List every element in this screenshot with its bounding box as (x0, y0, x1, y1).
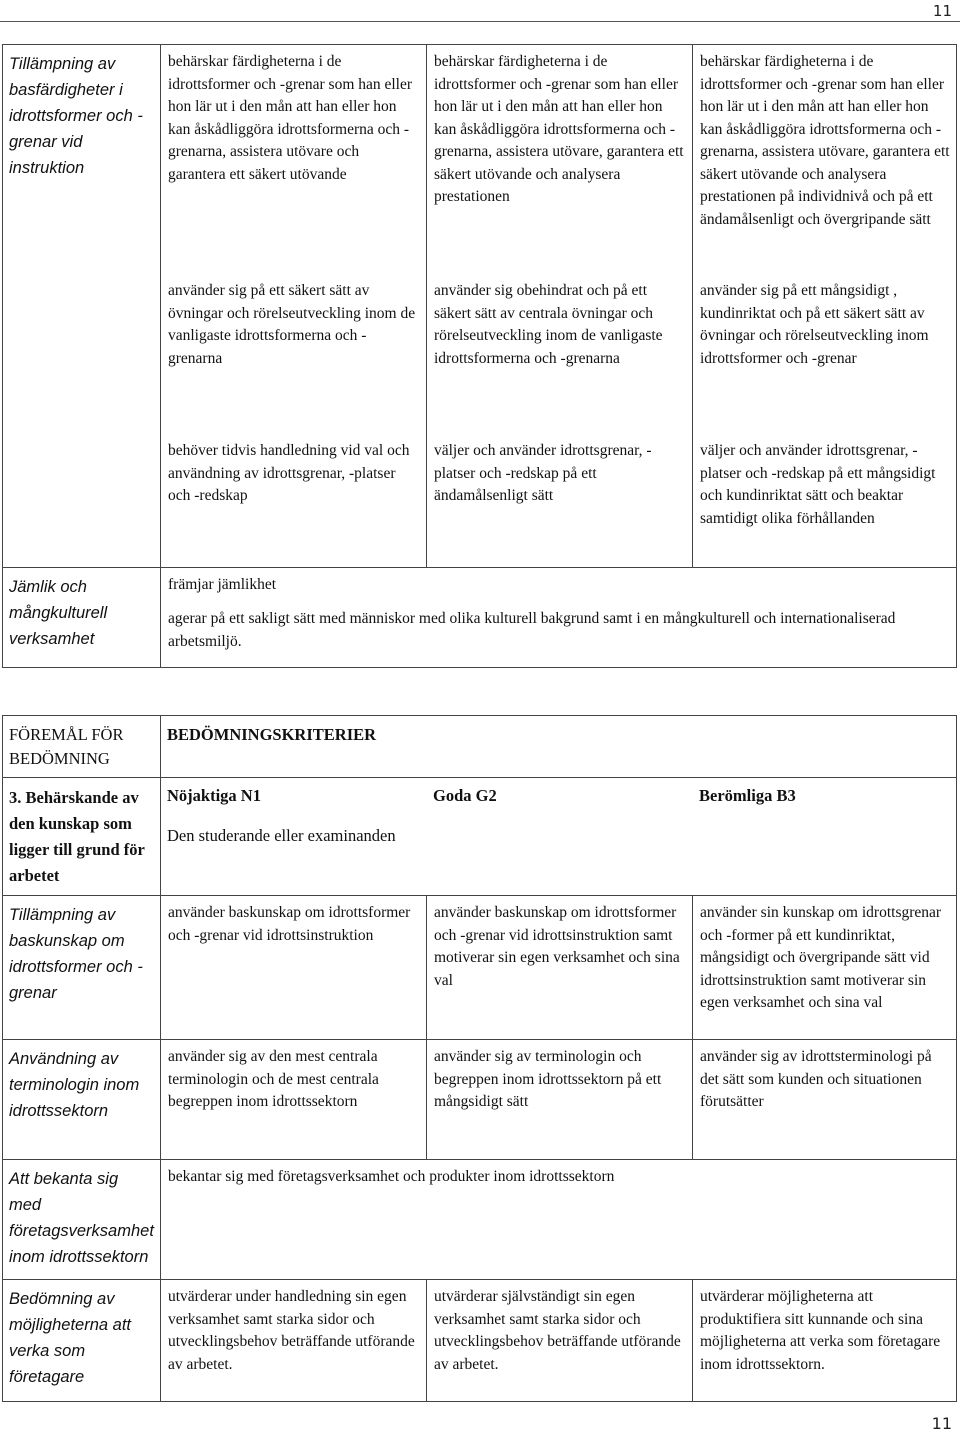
criterion-text: använder baskunskap om idrottsformer och -grenar vid idrottsinstruktion (168, 904, 411, 944)
grade-n1-label: Nöjaktiga N1 (167, 786, 261, 805)
criterion-text: använder sig av den mest centrala terminologin och de mest centrala begreppen inom idrottssektorn (168, 1048, 379, 1110)
criteria-header-cell (161, 716, 957, 778)
table-row (3, 896, 957, 1040)
row-label: Användning av terminologin inom idrottssektorn (9, 1050, 140, 1120)
criterion-text: använder sig på ett säkert sätt av övningar och rörelseutveckling inom de vanligaste idrottsformerna och -grenarna (168, 282, 416, 367)
criterion-text: väljer och använder idrottsgrenar, -platser och -redskap på ett ändamålsenligt sätt (434, 442, 652, 504)
criterion-text: använder sig på ett mångsidigt , kundinriktat och på ett säkert sätt av övningar och rörelseutveckling inom idrottsformer och -grenar (700, 282, 929, 367)
page-number-top: 11 (932, 2, 952, 20)
n1-cell (161, 1040, 427, 1160)
row-label: Tillämpning av baskunskap om idrottsformer och -grenar (9, 906, 143, 1002)
subject-line: Den studerande eller examinanden (167, 826, 396, 845)
criterion-text: utvärderar möjligheterna att produktifiera sitt kunnande och sina möjligheterna att verka som företagare inom idrottssektorn. (700, 1288, 941, 1373)
row-label-cell (3, 1040, 161, 1160)
grade-header-row (3, 778, 957, 896)
criterion-text: agerar på ett sakligt sätt med människor med olika kulturell bakgrund samt i en mångkulturell och internationaliserad arbetsmiljö. (168, 610, 896, 650)
g2-cell (427, 896, 693, 1040)
criteria-table-1 (2, 44, 957, 668)
g2-cell (427, 1280, 693, 1402)
criterion-text: utvärderar under handledning sin egen verksamhet samt starka sidor och utvecklingsbehov beträffande utförande av arbetet. (168, 1288, 415, 1373)
row-label-cell (3, 1280, 161, 1402)
grades-header-cell (161, 778, 957, 896)
n1-cell (161, 45, 427, 568)
item-header-cell (3, 778, 161, 896)
table-row (3, 1160, 957, 1280)
object-header: FÖREMÅL FÖR BEDÖMNING (9, 725, 124, 768)
criterion-text: behärskar färdigheterna i de idrottsformer och -grenar som han eller hon lär ut i den mån att han eller hon kan åskådliggöra idrottsformerna och -grenarna, assistera utövare, garantera ett säkert utövande och analysera prestationen på individnivå och på ett ändamålsenligt och övergripande sätt (700, 53, 950, 228)
criterion-text: använder sig obehindrat och på ett säkert sätt av centrala övningar och rörelseutveckling inom de vanligaste idrottsformerna och -grenarna (434, 282, 663, 367)
n1-cell (161, 896, 427, 1040)
row-label-cell (3, 568, 161, 668)
grade-g2-label: Goda G2 (433, 786, 497, 805)
row-label-cell (3, 45, 161, 568)
row-label: Att bekanta sig med företagsverksamhet inom idrottssektorn (9, 1170, 154, 1266)
table-row (3, 568, 957, 668)
criterion-text: väljer och använder idrottsgrenar, -platser och -redskap på ett mångsidigt och kundinriktat sätt och beaktar samtidigt olika förhållanden (700, 442, 936, 527)
g2-cell (427, 1040, 693, 1160)
b3-cell (693, 1040, 957, 1160)
criterion-text: använder sin kunskap om idrottsgrenar och -former på ett kundinriktat, mångsidigt och övergripande sätt vid idrottsinstruktion samt motiverar sin egen verksamhet och sina val (700, 904, 942, 1011)
criterion-text: främjar jämlikhet (168, 576, 277, 593)
header-row (3, 716, 957, 778)
table-row (3, 45, 957, 568)
grade-b3-label: Berömliga B3 (699, 786, 796, 805)
object-header-cell (3, 716, 161, 778)
criterion-text: använder sig av idrottsterminologi på det sätt som kunden och situationen förutsätter (700, 1048, 932, 1110)
item-header: 3. Behärskande av den kunskap som ligger till grund för arbetet (9, 788, 145, 885)
row-label-cell (3, 1160, 161, 1280)
criterion-text: använder baskunskap om idrottsformer och -grenar vid idrottsinstruktion samt motiverar sin egen verksamhet och sina val (434, 904, 680, 989)
criterion-text: bekantar sig med företagsverksamhet och produkter inom idrottssektorn (168, 1168, 615, 1185)
span-cell (161, 568, 957, 668)
row-label: Tillämpning av basfärdigheter i idrottsformer och -grenar vid instruktion (9, 55, 143, 177)
criterion-text: använder sig av terminologin och begreppen inom idrottssektorn på ett mångsidigt sätt (434, 1048, 662, 1110)
row-label-cell (3, 896, 161, 1040)
n1-cell (161, 1280, 427, 1402)
row-label: Bedömning av möjligheterna att verka som företagare (9, 1290, 131, 1386)
span-cell (161, 1160, 957, 1280)
criterion-text: behärskar färdigheterna i de idrottsformer och -grenar som han eller hon lär ut i den mån att han eller hon kan åskådliggöra idrottsformerna och -grenarna, assistera utövare, garantera ett säkert utövande och analysera prestationen (434, 53, 684, 205)
criterion-text: behöver tidvis handledning vid val och användning av idrottsgrenar, -platser och -redskap (168, 442, 410, 504)
header-rule (0, 21, 960, 22)
criteria-table-2 (2, 715, 957, 1402)
b3-cell (693, 45, 957, 568)
b3-cell (693, 1280, 957, 1402)
table-row (3, 1280, 957, 1402)
g2-cell (427, 45, 693, 568)
b3-cell (693, 896, 957, 1040)
criterion-text: behärskar färdigheterna i de idrottsformer och -grenar som han eller hon lär ut i den mån att han eller hon kan åskådliggöra idrottsformerna och -grenarna, assistera utövare och garantera ett säkert utövande (168, 53, 413, 183)
page-number-bottom: 11 (931, 1414, 952, 1433)
row-label: Jämlik och mångkulturell verksamhet (9, 578, 108, 648)
criteria-header: BEDÖMNINGSKRITERIER (167, 725, 377, 744)
criterion-text: utvärderar självständigt sin egen verksamhet samt starka sidor och utvecklingsbehov beträffande utförande av arbetet. (434, 1288, 681, 1373)
table-row (3, 1040, 957, 1160)
